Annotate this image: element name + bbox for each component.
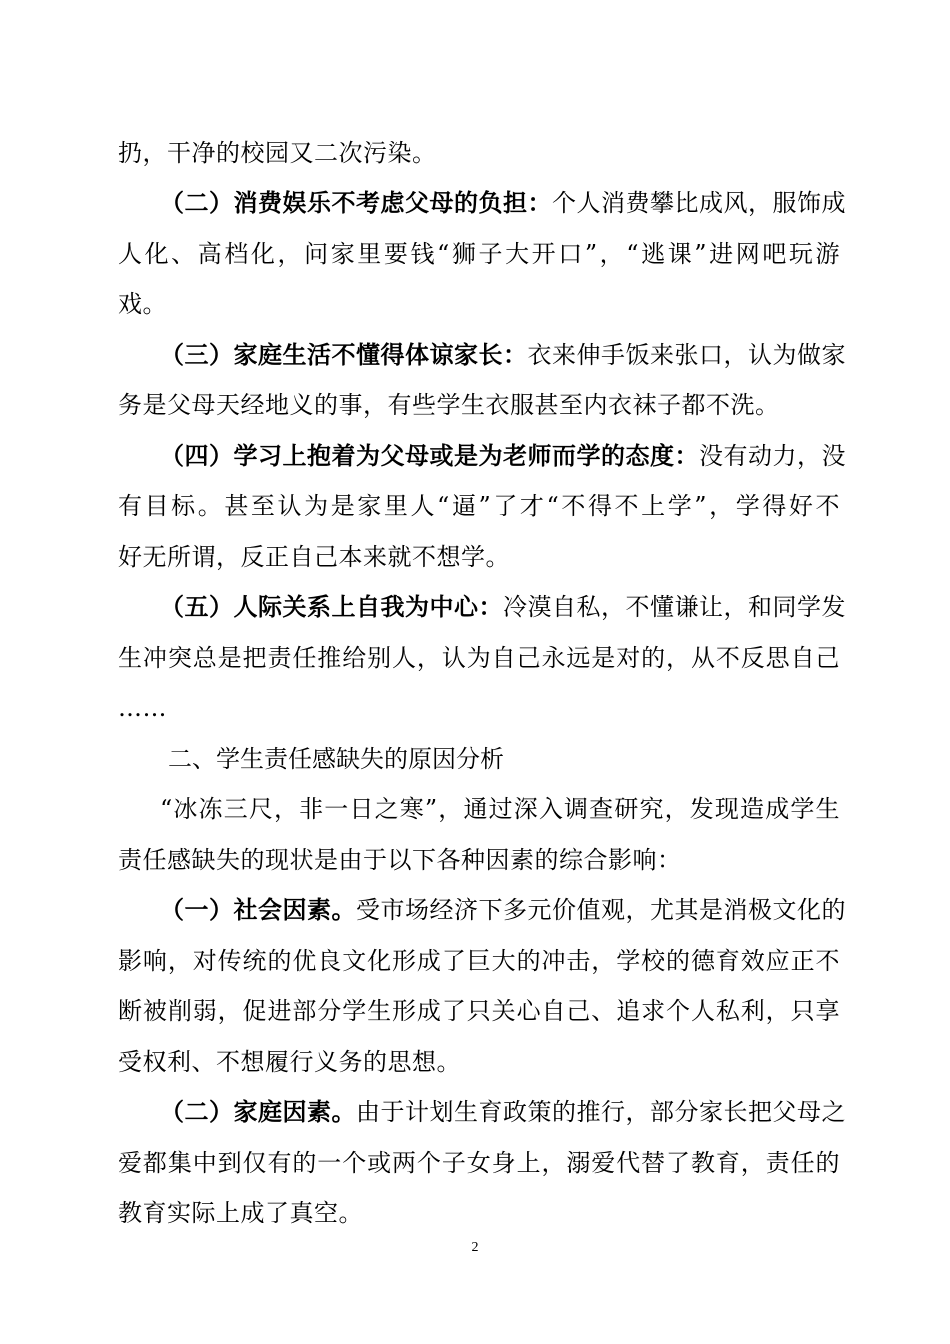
- text-line: 爱都集中到仅有的一个或两个子女身上，溺爱代替了教育，责任的: [118, 1149, 840, 1177]
- bold-subheading: （二）消费娱乐不考虑父母的负担：: [160, 189, 552, 217]
- paragraph-line-study: [160, 440, 846, 472]
- bold-subheading: （二）家庭因素。: [160, 1098, 356, 1126]
- bold-subheading: （四）学习上抱着为父母或是为老师而学的态度：: [160, 442, 699, 470]
- paragraph-line-consumption: [160, 187, 846, 219]
- text-span: 没有动力，没: [699, 442, 846, 470]
- text-span: 衣来伸手饭来张口，认为做家: [527, 341, 846, 369]
- text-line: 责任感缺失的现状是由于以下各种因素的综合影响：: [118, 846, 682, 874]
- paragraph-line-relations: [160, 591, 846, 623]
- paragraph-line-family-life: [160, 339, 846, 371]
- text-span: 受市场经济下多元价值观，尤其是消极文化的: [356, 896, 846, 924]
- paragraph-line-family: [160, 1096, 846, 1128]
- text-line: “冰冻三尺，非一日之寒”，通过深入调查研究，发现造成学生: [160, 795, 840, 823]
- bold-subheading: （一）社会因素。: [160, 896, 356, 924]
- bold-subheading: （五）人际关系上自我为中心：: [160, 593, 503, 621]
- text-line: 戏。: [118, 290, 167, 318]
- text-line: 有目标。甚至认为是家里人“逼”了才“不得不上学”，学得好不: [118, 492, 840, 520]
- page-number: 2: [471, 1240, 479, 1255]
- text-line: 生冲突总是把责任推给别人，认为自己永远是对的，从不反思自己: [118, 644, 840, 672]
- paragraph-line-social: [160, 894, 846, 926]
- text-span: 由于计划生育政策的推行，部分家长把父母之: [356, 1098, 846, 1126]
- text-span: 冷漠自私，不懂谦让，和同学发: [503, 593, 846, 621]
- text-line: 扔，干净的校园又二次污染。: [118, 139, 437, 167]
- text-line: 断被削弱，促进部分学生形成了只关心自己、追求个人私利，只享: [118, 997, 840, 1025]
- text-line: 影响，对传统的优良文化形成了巨大的冲击，学校的德育效应正不: [118, 947, 840, 975]
- text-line: ……: [118, 694, 167, 722]
- text-line: 好无所谓，反正自己本来就不想学。: [118, 543, 510, 571]
- bold-subheading: （三）家庭生活不懂得体谅家长：: [160, 341, 528, 369]
- text-line: 人化、高档化，问家里要钱“狮子大开口”，“逃课”进网吧玩游: [118, 240, 840, 268]
- text-line: 教育实际上成了真空。: [118, 1199, 363, 1227]
- text-line: 受权利、不想履行义务的思想。: [118, 1048, 461, 1076]
- section-heading: 二、学生责任感缺失的原因分析: [168, 745, 504, 773]
- text-line: 务是父母天经地义的事，有些学生衣服甚至内衣袜子都不洗。: [118, 391, 780, 419]
- text-span: 个人消费攀比成风，服饰成: [552, 189, 846, 217]
